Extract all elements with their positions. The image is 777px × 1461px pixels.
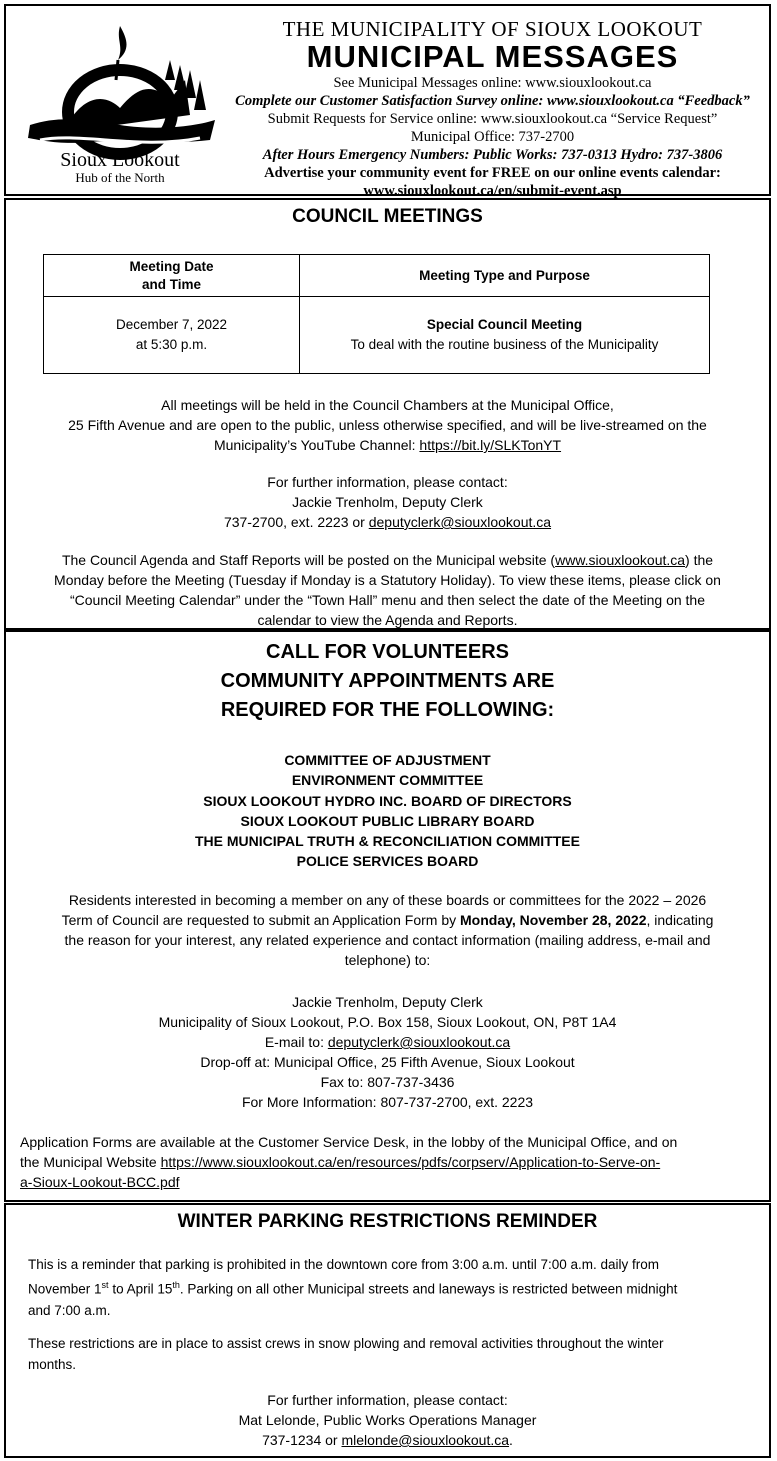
application-form-link-cont[interactable]: a-Sioux-Lookout-BCC.pdf bbox=[20, 1174, 180, 1190]
office-line: Municipal Office: 737-2700 bbox=[410, 129, 575, 145]
list-item: SIOUX LOOKOUT PUBLIC LIBRARY BOARD bbox=[240, 812, 535, 829]
list-item: POLICE SERVICES BOARD bbox=[296, 853, 479, 870]
council-title: COUNCIL MEETINGS bbox=[292, 206, 483, 227]
page-title: MUNICIPAL MESSAGES bbox=[306, 39, 679, 74]
deadline: Monday, November 28, 2022 bbox=[460, 912, 647, 928]
parking-title: WINTER PARKING RESTRICTIONS REMINDER bbox=[177, 1211, 598, 1232]
sioux-lookout-logo bbox=[20, 20, 220, 190]
logo-tagline: Hub of the North bbox=[75, 170, 165, 185]
list-item: ENVIRONMENT COMMITTEE bbox=[291, 772, 484, 789]
application-form-link[interactable]: https://www.siouxlookout.ca/en/resources/pdfs/corpserv/Application-to-Serve-on- bbox=[160, 1154, 661, 1170]
volunteer-info: Residents interested in becoming a member on any of these boards or committees for the 2022 – 2026 Term of Council are requested to submit an Application Form by Monday, November 28, 2022, indicating the reason for your interest, any related experience and contact information (mailing address, e-mail and telephone) to: bbox=[61, 892, 714, 968]
deputy-clerk-email-link[interactable]: deputyclerk@siouxlookout.ca bbox=[368, 514, 552, 530]
table-row bbox=[44, 297, 710, 374]
volunteer-email-link[interactable]: deputyclerk@siouxlookout.ca bbox=[327, 1034, 511, 1050]
logo-name: Sioux Lookout bbox=[60, 149, 180, 171]
list-item: COMMITTEE OF ADJUSTMENT bbox=[284, 752, 491, 768]
online-line: See Municipal Messages online: www.siouxlookout.ca bbox=[333, 75, 652, 91]
website-link[interactable]: www.siouxlookout.ca bbox=[555, 552, 686, 568]
events-url: www.siouxlookout.ca/en/submit-event.asp bbox=[363, 183, 622, 199]
col-date-header: Meeting Date and Time bbox=[44, 255, 300, 297]
meeting-type: Special Council Meeting To deal with the routine business of the Municipality bbox=[300, 297, 710, 374]
header-box bbox=[4, 4, 771, 199]
application-forms: Application Forms are available at the Customer Service Desk, in the lobby of the Municipal Office, and on the Municipal Website https://www.siouxlookout.ca/en/resources/pdfs/corpserv/Application-to-Serve-on- a-Sioux-Lookout-BCC.pdf bbox=[20, 1134, 678, 1190]
committee-list bbox=[6, 750, 769, 872]
survey-line: Complete our Customer Satisfaction Survey online: www.siouxlookout.ca “Feedback” bbox=[235, 93, 750, 109]
agenda-text: The Council Agenda and Staff Reports will be posted on the Municipal website (www.siouxlookout.ca) the Monday before the Meeting (Tuesday if Monday is a Statutory Holiday). To view these items, please click on “Council Meeting Calendar” under the “Town Hall” menu and then select the date of the Meeting on the calendar to view the Agenda and Reports. bbox=[54, 552, 721, 628]
col-type-header: Meeting Type and Purpose bbox=[300, 255, 710, 297]
volunteers-section bbox=[4, 630, 771, 1202]
meeting-datetime: December 7, 2022 at 5:30 p.m. bbox=[44, 297, 300, 374]
volunteer-contact: Jackie Trenholm, Deputy Clerk Municipality of Sioux Lookout, P.O. Box 158, Sioux Lookout, ON, P8T 1A4 E-mail to: deputyclerk@siouxlookout.ca Drop-off at: Municipal Office, 25 Fifth Avenue, Sioux Lookout Fax to: 807-737-3436 For More Information: 807-737-2700, ext. 2223 bbox=[158, 994, 617, 1110]
parking-section bbox=[4, 1203, 771, 1458]
parking-paragraph-1: This is a reminder that parking is prohibited in the downtown core from 3:00 a.m. until 7:00 a.m. daily from November 1st to April 15th. Parking on all other Municipal streets and laneways is restricted between midnight and 7:00 a.m. bbox=[28, 1257, 678, 1318]
council-meetings-section bbox=[4, 198, 771, 630]
youtube-link[interactable]: https://bit.ly/SLKTonYT bbox=[419, 437, 562, 453]
list-item: SIOUX LOOKOUT HYDRO INC. BOARD OF DIRECTORS bbox=[203, 792, 572, 809]
location-text: All meetings will be held in the Council Chambers at the Municipal Office, 25 Fifth Avenue and are open to the public, unless otherwise specified, and will be live-streamed on the Municipality’s YouTube Channel: https://bit.ly/SLKTonYT bbox=[68, 397, 707, 453]
municipality-name: THE MUNICIPALITY OF SIOUX LOOKOUT bbox=[282, 17, 703, 41]
volunteers-title: CALL FOR VOLUNTEERS COMMUNITY APPOINTMENTS ARE REQUIRED FOR THE FOLLOWING: bbox=[220, 641, 555, 721]
emergency-line: After Hours Emergency Numbers: Public Works: 737-0313 Hydro: 737-3806 bbox=[262, 147, 723, 163]
table-header-row bbox=[44, 255, 710, 297]
parking-paragraph-2: These restrictions are in place to assist crews in snow plowing and removal activities throughout the winter months. bbox=[28, 1336, 664, 1372]
parking-contact: For further information, please contact: Mat Lelonde, Public Works Operations Manager 737-1234 or mlelonde@siouxlookout.ca. bbox=[238, 1392, 537, 1448]
public-works-email-link[interactable]: mlelonde@siouxlookout.ca bbox=[341, 1432, 510, 1448]
header-text bbox=[216, 18, 769, 200]
advertise-line: Advertise your community event for FREE on our online events calendar: bbox=[264, 165, 721, 181]
list-item: THE MUNICIPAL TRUTH & RECONCILIATION COMMITTEE bbox=[195, 833, 580, 850]
requests-line: Submit Requests for Service online: www.siouxlookout.ca “Service Request” bbox=[267, 111, 718, 127]
meetings-table bbox=[43, 254, 710, 374]
council-contact: For further information, please contact: Jackie Trenholm, Deputy Clerk 737-2700, ext. 2223 or deputyclerk@siouxlookout.ca bbox=[223, 474, 552, 530]
